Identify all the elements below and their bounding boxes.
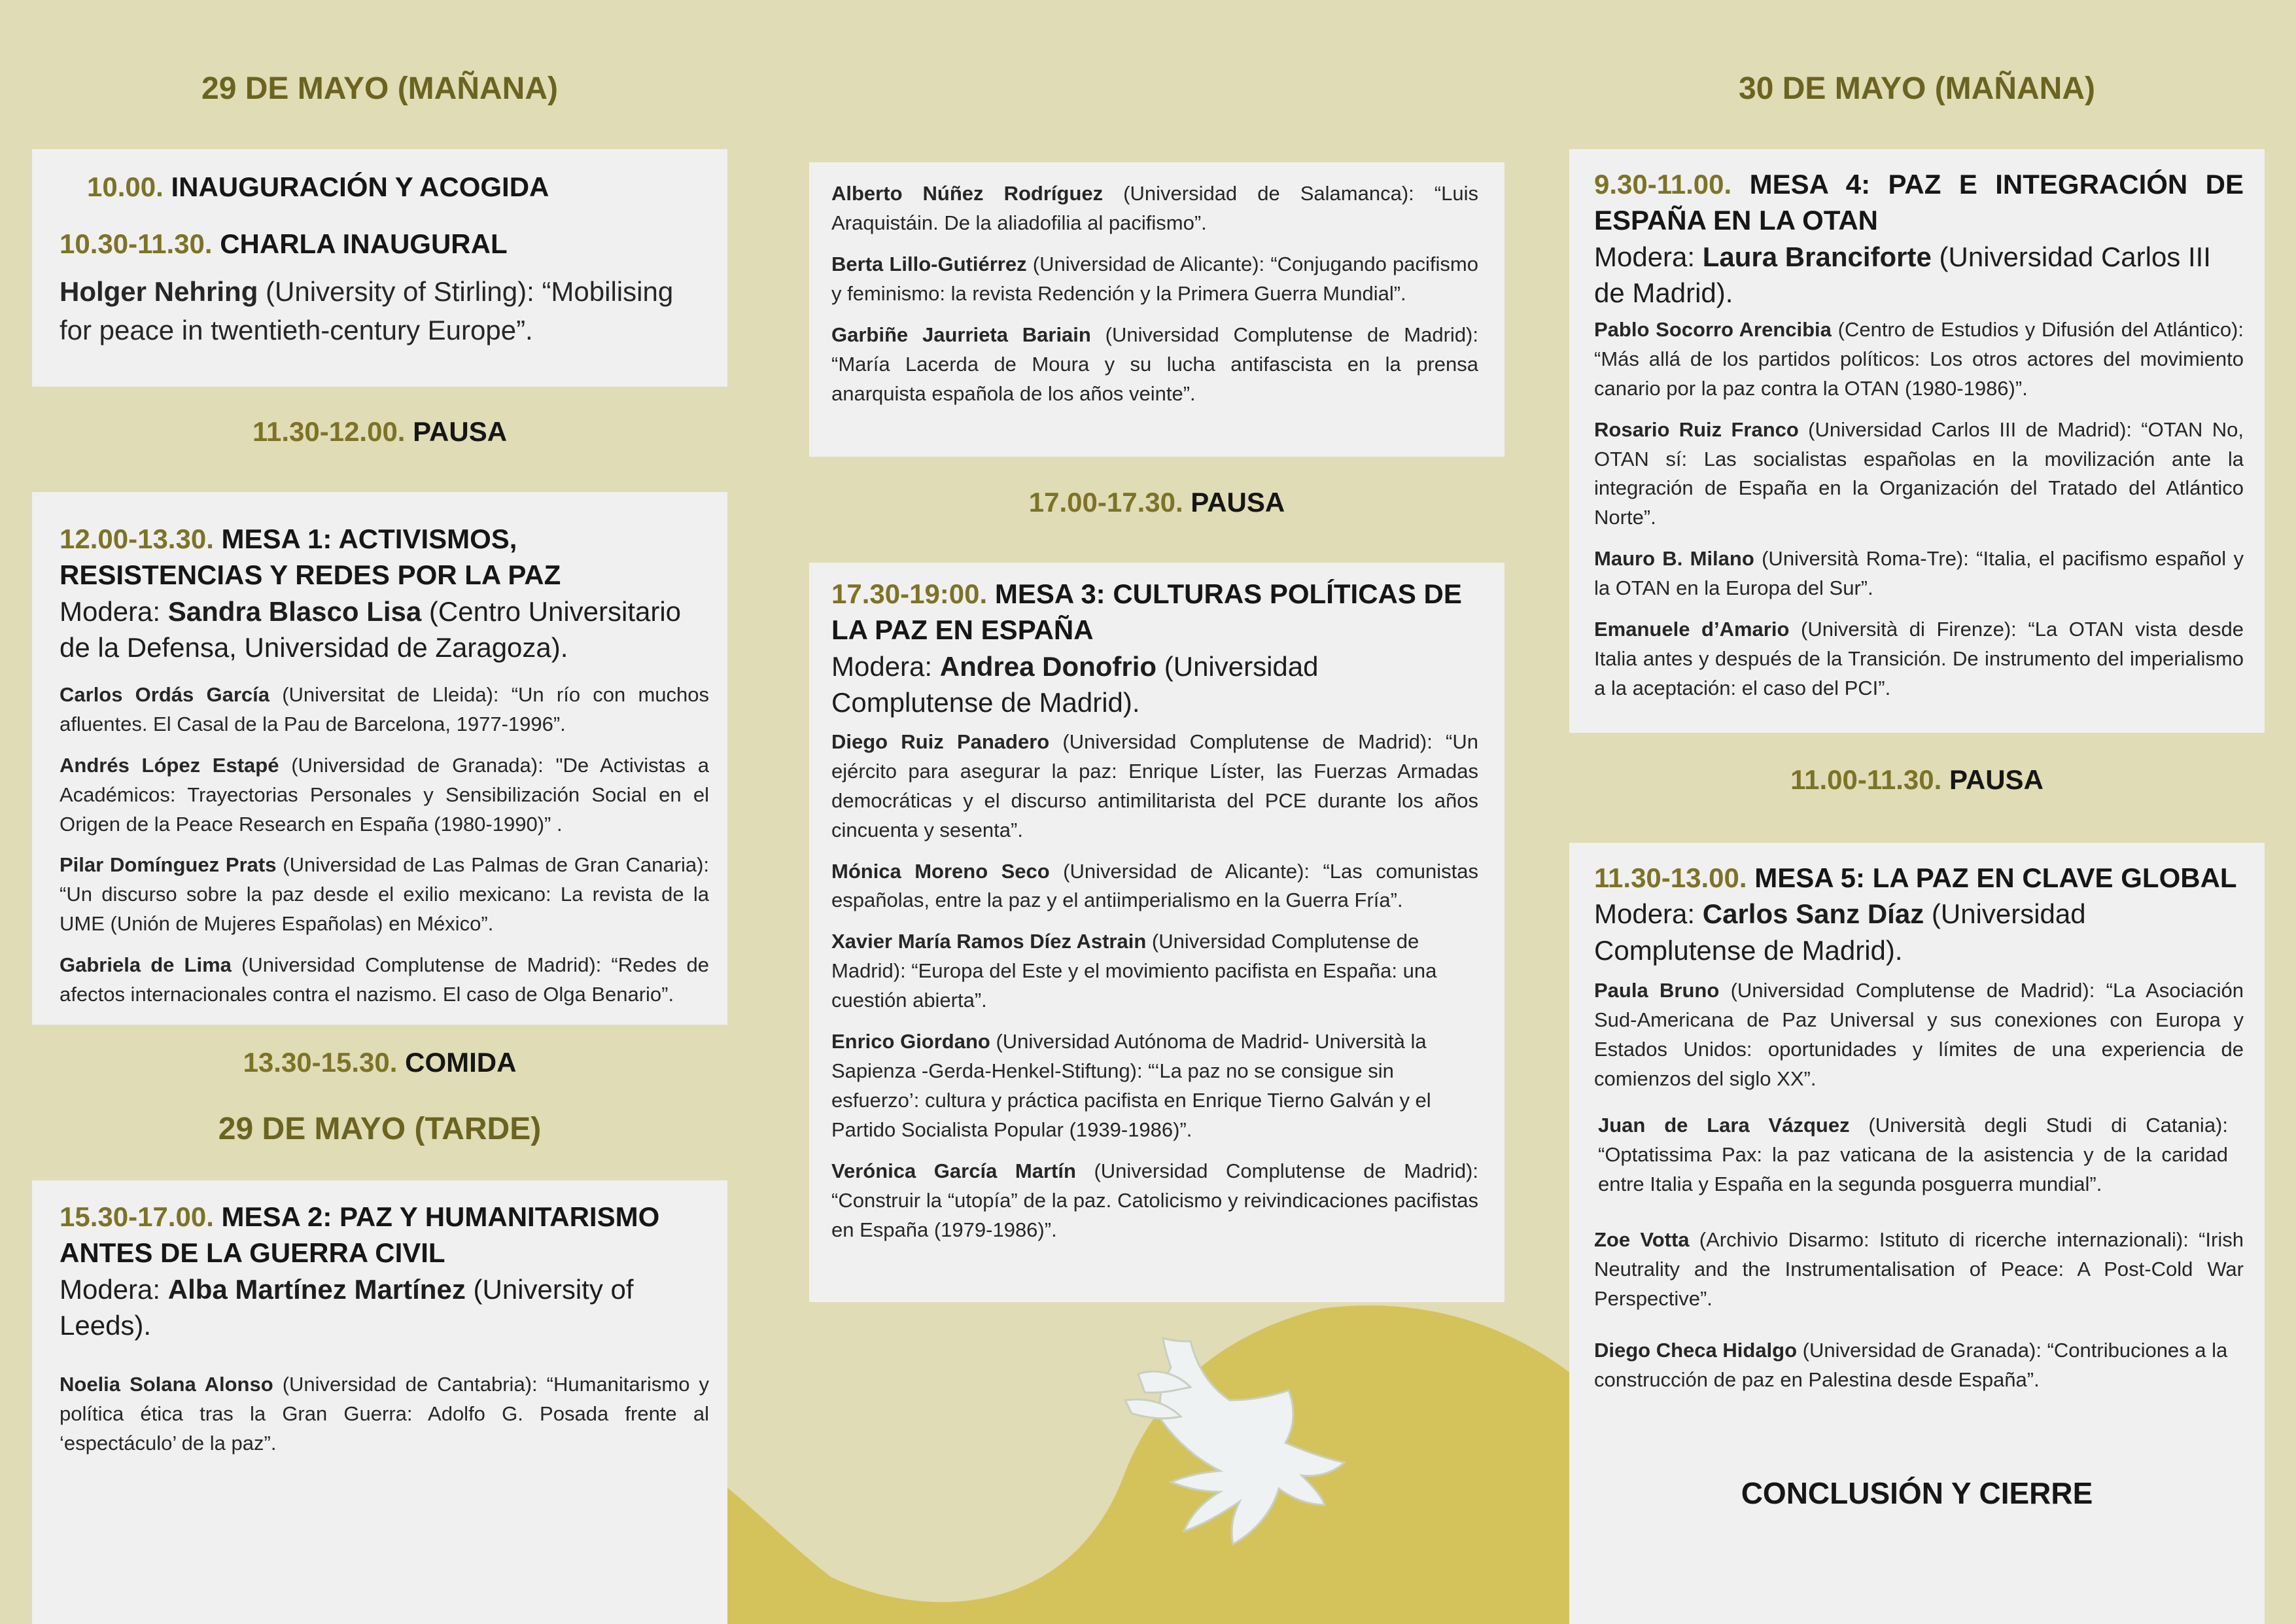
paper-item: Diego Checa Hidalgo (Universidad de Granada): “Contribuciones a la construcción de paz en Palestina desde España”.	[1594, 1338, 2228, 1391]
mesa1-papers	[60, 680, 709, 1010]
paper-item: Diego Ruiz Panadero (Universidad Complutense de Madrid): “Un ejército para asegurar la paz: Enrique Líster, las Fuerzas Armadas democráticas y el discurso antimilitarista del PCE durante los años cincuenta y sesenta”.	[831, 730, 1478, 841]
opening-box	[32, 149, 727, 387]
paper-item: Pablo Socorro Arencibia (Centro de Estudios y Difusión del Atlántico): “Más allá de los partidos políticos: Los otros actores del movimiento canario por la paz contra la OTAN (1980-1986)”.	[1594, 317, 2244, 400]
paper-item: Noelia Solana Alonso (Universidad de Cantabria): “Humanitarismo y política ética tras la Gran Guerra: Adolfo G. Posada frente al ‘espectáculo’ de la paz”.	[60, 1372, 709, 1455]
paper-item: Gabriela de Lima (Universidad Complutense de Madrid): “Redes de afectos internacionales contra el nazismo. El caso de Olga Benario”.	[60, 953, 709, 1006]
mesa2-box	[32, 1180, 727, 1624]
paper-item: Verónica García Martín (Universidad Complutense de Madrid): “Construir la “utopía” de la paz. Catolicismo y reivindicaciones pacifistas en España (1979-1986)”.	[831, 1159, 1478, 1241]
paper-item: Zoe Votta (Archivio Disarmo: Istituto di ricerche internazionali): “Irish Neutrality and the Instrumentalisation of Peace: A Post-Cold War Perspective”.	[1594, 1227, 2244, 1310]
mesa2-papers	[60, 1370, 721, 1458]
day2-morning-heading: 30 DE MAYO (MAÑANA)	[1739, 71, 2095, 106]
keynote-heading: 10.30-11.30. CHARLA INAUGURAL	[60, 228, 508, 260]
mesa1-moderator: Modera: Sandra Blasco Lisa (Centro Universitario de la Defensa, Universidad de Zaragoza).	[60, 595, 682, 663]
pause-1: 11.30-12.00. PAUSA	[252, 416, 508, 447]
mesa4-heading: 9.30-11.00. MESA 4: PAZ E INTEGRACIÓN DE ESPAÑA EN LA OTAN	[1594, 169, 2244, 236]
paper-item: Carlos Ordás García (Universitat de Lleida): “Un río con muchos afluentes. El Casal de la Pau de Barcelona, 1977-1996”.	[60, 682, 709, 735]
mesa5-papers	[1594, 976, 2244, 1394]
paper-item: Rosario Ruiz Franco (Universidad Carlos III de Madrid): “OTAN No, OTAN sí: Las socialistas españolas en la movilización ante la integración de España en la Organización del Tratado del Atlántico Norte”.	[1594, 417, 2244, 529]
paper-item: Pilar Domínguez Prats (Universidad de Las Palmas de Gran Canaria): “Un discurso sobre la paz desde el exilio mexicano: La revista de la UME (Unión de Mujeres Españolas) en México”.	[60, 853, 710, 936]
pause-3: 11.00-11.30. PAUSA	[1790, 764, 2044, 795]
mesa4-moderator: Modera: Laura Branciforte (Universidad Carlos III de Madrid).	[1594, 241, 2211, 309]
paper-item: Xavier María Ramos Díez Astrain (Universidad Complutense de Madrid): “Europa del Este y el movimiento pacifista en España: una cuestión abierta”.	[831, 930, 1437, 1012]
keynote-speaker: Holger Nehring (University of Stirling): “Mobilising for peace in twentieth-century Europe”.	[60, 275, 674, 345]
mesa2-continued-box	[809, 162, 1505, 457]
mesa3-box	[809, 563, 1505, 1302]
day1-afternoon-heading: 29 DE MAYO (TARDE)	[218, 1112, 542, 1146]
mesa4-papers	[1594, 315, 2244, 703]
paper-item: Emanuele d’Amario (Università di Firenze): “La OTAN vista desde Italia antes y después de la Transición. De instrumento del imperialismo a la aceptación: el caso del PCI”.	[1594, 618, 2244, 700]
mesa1-heading: 12.00-13.30. MESA 1: ACTIVISMOS, RESISTENCIAS Y REDES POR LA PAZ	[60, 523, 561, 591]
mesa2-heading: 15.30-17.00. MESA 2: PAZ Y HUMANITARISMO ANTES DE LA GUERRA CIVIL	[60, 1201, 660, 1269]
paper-item: Andrés López Estapé (Universidad de Granada): "De Activistas a Académicos: Trayectorias Personales y Sensibilización Social en el Origen de la Peace Research en España (1980-1990)” .	[60, 753, 709, 836]
mesa3-moderator: Modera: Andrea Donofrio (Universidad Complutense de Madrid).	[831, 650, 1319, 718]
closing-label: CONCLUSIÓN Y CIERRE	[1741, 1476, 2093, 1510]
pause-2: 17.00-17.30. PAUSA	[1028, 487, 1285, 518]
paper-item: Mónica Moreno Seco (Universidad de Alicante): “Las comunistas españolas, entre la paz y el antiimperialismo en la Guerra Fría”.	[831, 859, 1478, 912]
mesa3-heading: 17.30-19:00. MESA 3: CULTURAS POLÍTICAS DE LA PAZ EN ESPAÑA	[831, 578, 1462, 646]
paper-item: Alberto Núñez Rodríguez (Universidad de Salamanca): “Luis Araquistáin. De la aliadofilia al pacifismo”.	[831, 182, 1478, 234]
mesa3-papers	[831, 728, 1478, 1245]
mesa1-box	[32, 492, 727, 1025]
mesa4-box	[1569, 149, 2265, 733]
paper-item: Berta Lillo-Gutiérrez (Universidad de Alicante): “Conjugando pacifismo y feminismo: la revista Redención y la Primera Guerra Mundial”.	[831, 252, 1478, 305]
mesa5-moderator: Modera: Carlos Sanz Díaz (Universidad Complutense de Madrid).	[1594, 898, 2086, 966]
lunch-break: 13.30-15.30. COMIDA	[243, 1047, 517, 1078]
mesa5-heading: 11.30-13.00. MESA 5: LA PAZ EN CLAVE GLOBAL	[1594, 862, 2237, 893]
paper-item: Juan de Lara Vázquez (Università degli Studi di Catania): “Optatissima Pax: la paz vaticana de la asistencia y de la caridad entre Italia y España en la segunda posguerra mundial”.	[1598, 1114, 2228, 1195]
paper-item: Mauro B. Milano (Università Roma-Tre): “Italia, el pacifismo español y la OTAN en la Europa del Sur”.	[1594, 547, 2244, 600]
paper-item: Enrico Giordano (Universidad Autónoma de Madrid- Università la Sapienza -Gerda-Henkel-Stiftung): “‘La paz no se consigue sin esfuerzo’: cultura y práctica pacifista en Enrique Tierno Galván y el Partido Socialista Popular (1939-1986)”.	[831, 1030, 1431, 1141]
paper-item: Paula Bruno (Universidad Complutense de Madrid): “La Asociación Sud-Americana de Paz Universal y sus conexiones con Europa y Estados Unidos: oportunidades y límites de una experiencia de comienzos del siglo XX”.	[1594, 979, 2244, 1091]
inauguration-heading: 10.00. INAUGURACIÓN Y ACOGIDA	[87, 171, 549, 202]
day1-morning-heading: 29 DE MAYO (MAÑANA)	[201, 71, 558, 106]
mesa2-moderator: Modera: Alba Martínez Martínez (University of Leeds).	[60, 1273, 634, 1341]
paper-item: Garbiñe Jaurrieta Bariain (Universidad Complutense de Madrid): “María Lacerda de Moura y su lucha antifascista en la prensa anarquista española de los años veinte”.	[831, 323, 1478, 405]
dove-icon	[1099, 1328, 1348, 1551]
